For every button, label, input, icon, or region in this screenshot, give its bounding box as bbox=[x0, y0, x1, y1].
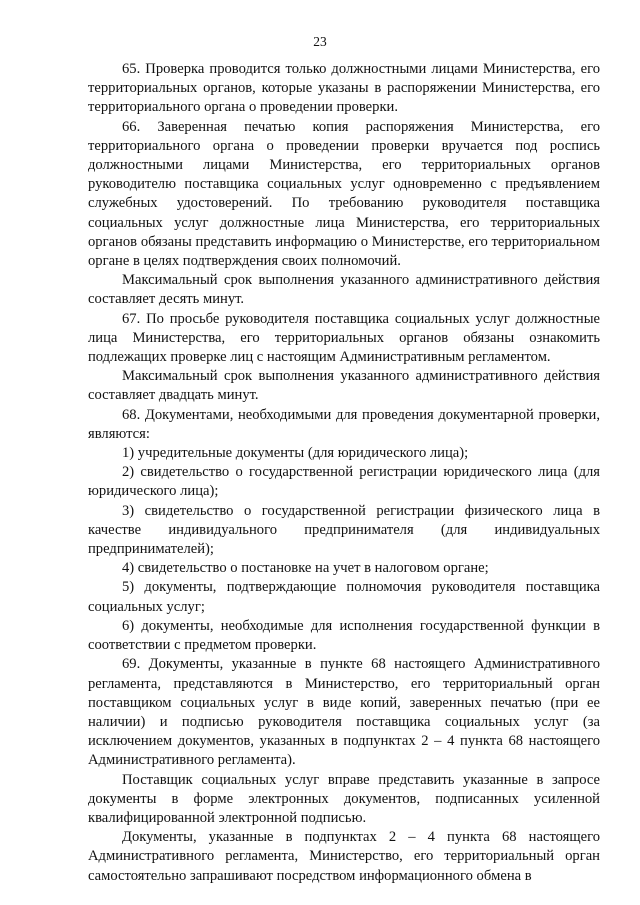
page-number: 23 bbox=[313, 34, 327, 49]
list-item-4: 4) свидетельство о постановке на учет в налоговом органе; bbox=[122, 560, 489, 577]
paragraph-69-electronic: Поставщик социальных услуг вправе представить указанные в запросе документы в форме электронных документов, подписанных усиленной квалифицированной электронной подписью. bbox=[88, 771, 600, 826]
paragraph-65: 65. Проверка проводится только должностными лицами Министерства, его территориальных органов, которые указаны в распоряжении Министерства, его территориального органа о проведении проверки. bbox=[88, 61, 600, 116]
list-item-3: 3) свидетельство о государственной регистрации физического лица в качестве индивидуального предпринимателя (для индивидуальных предпринимателей); bbox=[88, 502, 600, 558]
list-item-6: 6) документы, необходимые для исполнения государственной функции в соответствии с предметом проверки. bbox=[88, 617, 600, 654]
paragraph-66-max-time: Максимальный срок выполнения указанного административного действия составляет десять минут. bbox=[88, 272, 600, 308]
paragraph-69: 69. Документы, указанные в пункте 68 настоящего Административного регламента, представляются в Министерство, его территориальный орган поставщиком социальных услуг в виде копий, заверенных печатью (при ее наличии) и подписью руководителя поставщика социальных услуг (за исключением документов, указанных в подпунктах 2 – 4 пункта 68 настоящего Административного регламента). bbox=[88, 656, 600, 769]
paragraph-67: 67. По просьбе руководителя поставщика социальных услуг должностные лица Министерства, его территориальных органов обязаны ознакомить подлежащих проверке лиц с настоящим Административным регламентом. bbox=[88, 310, 600, 366]
list-item-5: 5) документы, подтверждающие полномочия руководителя поставщика социальных услуг; bbox=[88, 579, 600, 615]
list-item-1: 1) учредительные документы (для юридического лица); bbox=[122, 445, 469, 462]
document-body bbox=[88, 60, 600, 886]
paragraph-66: 66. Заверенная печатью копия распоряжения Министерства, его территориального органа о проведении проверки вручается под роспись должностными лицами Министерства, его территориальных органов руководителю поставщика социальных услуг одновременно с предъявлением служебных удостоверений. По требованию руководителя поставщика социальных услуг должностные лица Министерства, его территориальных органов обязаны представить информацию о Министерстве, его территориальном органе в целях подтверждения своих полномочий. bbox=[88, 118, 600, 270]
list-item-2: 2) свидетельство о государственной регистрации юридического лица (для юридического лица); bbox=[88, 464, 600, 500]
paragraph-69-request: Документы, указанные в подпунктах 2 – 4 пункта 68 настоящего Административного регламента, Министерство, его территориальный орган самостоятельно запрашивают посредством информационного обмена в bbox=[88, 829, 600, 884]
paragraph-67-max-time: Максимальный срок выполнения указанного административного действия составляет двадцать минут. bbox=[88, 368, 600, 404]
paragraph-68: 68. Документами, необходимыми для проведения документарной проверки, являются: bbox=[88, 406, 600, 442]
